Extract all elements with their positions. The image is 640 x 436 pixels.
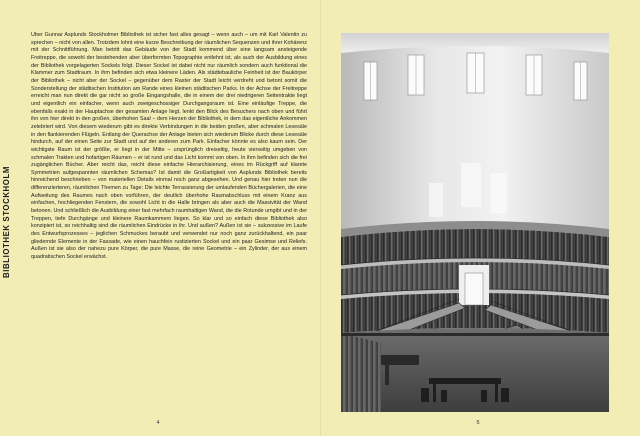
body-text: [31, 32, 307, 412]
body-paragraph: Über Gunnar Asplunds Stockholmer Bibliothek ist sicher fast alles gesagt – wenn auch – um mit Karl Valentin zu sprechen – nicht von allen. Trotzdem lohnt eine kurze Beschreibung der räumlichen Sequenzen und ihrer Kohärenz mit der Schnittführung. Man betritt das Gebäude von der Stadt kommend über eine langsam ansteigende Freitreppe, die sowohl der bestehenden aber überformten Topographie entlehnt ist, als auch der Ausbildung eines der Bibliothek vorgelagerten Sockels folgt. Dieser Sockel ist dabei nicht nur räumlich sondern auch funktional die Klammer zum Stadtraum. In ihm befinden sich etwa kleinere Läden. Als städtebauliche Feinheit ist der Baukörper der Bibliothek – nicht aber der Sockel – gegenüber dem Raster der Stadt leicht verdreht und betont somit die Sonderstellung der städtischen Institution am Rande eines kleinen städtischen Parks. In der Achse der Freitreppe erreicht man nun direkt die gar nicht so große Eingangshalle, die in einem der drei niedrigeren Seitentrakte liegt und eigentlich ein einfacher, wenn auch zweigeschossiger Durchgangsraum ist. Eine einläufige Treppe, die ebenfalls exakt in der Hauptachse der gesamten Anlage liegt, lenkt den Blick des Besuchers nach oben und führt ihn von hier direkt in den großen, überhohen Saal – dem Herzen der Bibliothek, in dem das eigentliche Ankommen zelebriert wird. Von diesem wiederum gibt es direkte Verbindungen in die beiden großen, aber schmalen Lesesäle in den flankierenden Flügeln. Entlang der Querachse der Anlage bieten sich wiederum Blicke durch diese Lesesäle hindurch, auf der einen Seite zur Stadt und auf der anderen zum Park. Einfacher könnte es also kaum sein. Der wichtigste Raum ist der größte, er liegt in der Mitte – ursprünglich dreiseitig, heute vierseitig umgeben von schmalen Trakten und hofartigen Räumen – er ist rund und das Licht kommt von oben. In ihm befinden sich die frei zugänglichen Bücher. Aber reicht das, reicht diese einfache Hierarchisierung, eines im Rückgriff auf klarete Symmetrien aufgespannten räumlichen Schemas? Ist damit die Großartigkeit von Asplunds Bibliothek bereits hinreichend beschrieben – von materiellen Details einmal noch ganz abgesehen. Und genau hier treten nun die differenzierteren, räumlichen Themen zu Tage: Die leichte Terrassierung der umlaufenden Büchergalerien, die eine Aufweitung des Raumes nach oben vorführen, der deutlich überhohe Raumabschluss mit einem Kranz aus einfachen, hochliegenden Fenstern, die sowohl Licht in die Halle bringen als aber auch die Massivität der Wand betonen. Und schließlich die Ausbildung einer fast mehrfach raumhaltigen Wand, die die Rotunde umgibt und in der Treppen, tiefe Durchgänge und kleinere Raumkammern liegen. So klar und so einfach diese Bibliothek also konzipiert ist, so reichhaltig sind die räumlichen Eindrücke in ihr. Und außen? Außen ist sie – sukzessive im Laufe des Entwurfsprozesses – jeglichen Schmuckes beraubt und verwendet nur noch ganz zurückhaltend, ein paar gliedernde Elemente in der Fassade, wie einen hauchfein rustizierten Sockel und ein paar Gesimse und Reliefs. Außen ist sie also der nahezu pure Körper, die pure Masse, die reine Geometrie – ein Zylinder, der aus einem quadratischen Sockel erwächst.: [31, 32, 307, 261]
running-head: BIBLIOTHEK STOCKHOLM: [2, 166, 11, 278]
page-gutter: [320, 0, 321, 436]
page-number-right: 5: [476, 420, 480, 426]
rotunda-illustration: [341, 33, 609, 412]
library-rotunda-photo: [341, 33, 609, 412]
page-number-left: 4: [156, 420, 160, 426]
